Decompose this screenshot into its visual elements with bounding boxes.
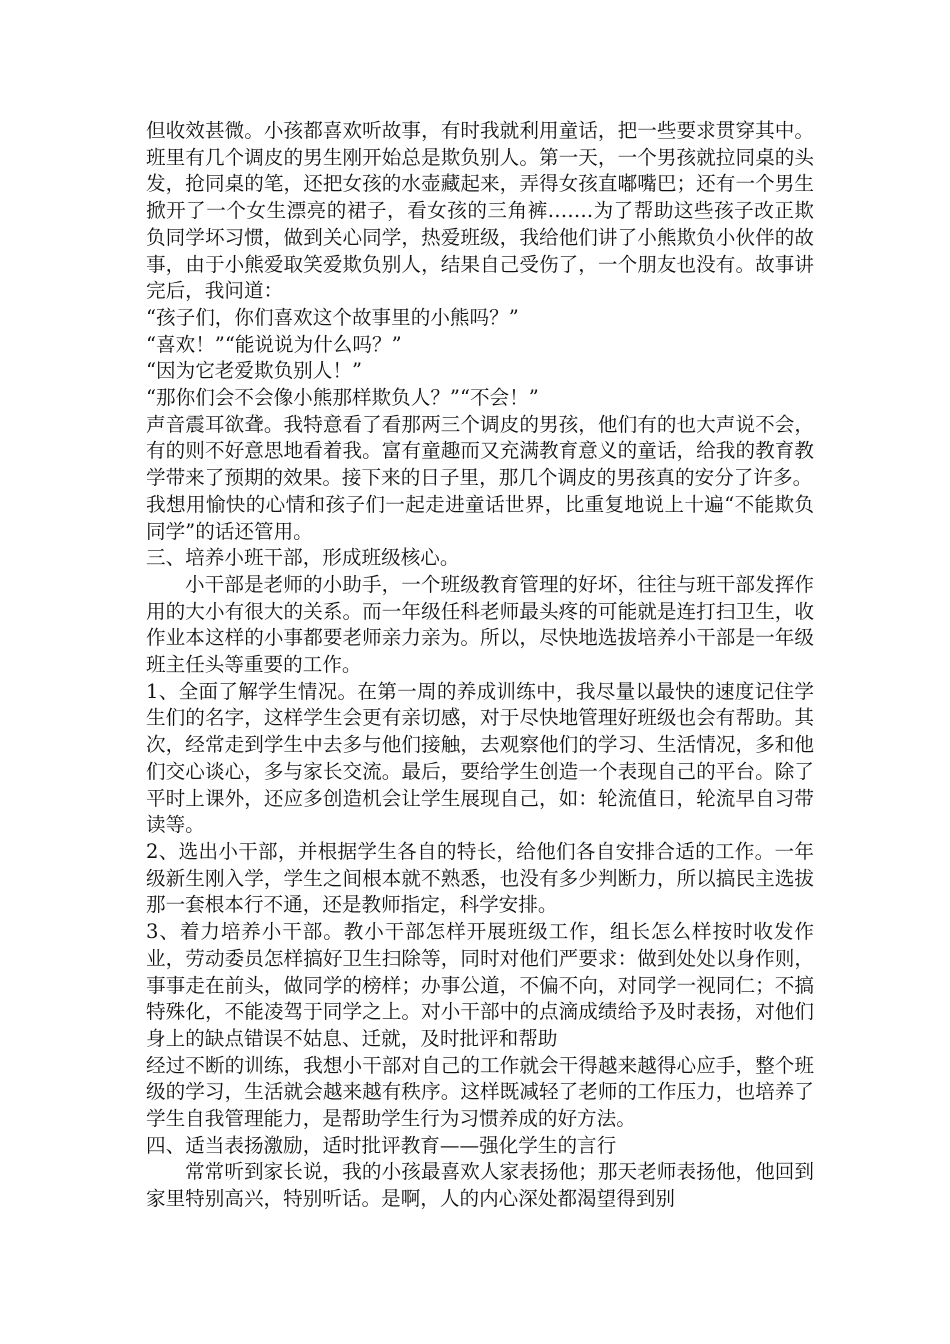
list-item-1: 1、全面了解学生情况。在第一周的养成训练中，我尽量以最快的速度记住学生们的名字，这样学生会更有亲切感，对于尽快地管理好班级也会有帮助。其次，经常走到学生中去多与他们接触，去观察他们的学习、生活情况，多和他们交心谈心，多与家长交流。最后，要给学生创造一个表现自己的平台。除了平时上课外，还应多创造机会让学生展现自己，如：轮流值日，轮流早自习带读等。 xyxy=(146,679,814,837)
dialogue-line: “那你们会不会像小熊那样欺负人？”“不会！” xyxy=(146,386,539,410)
paragraph-story-intro: 但收效甚微。小孩都喜欢听故事，有时我就利用童话，把一些要求贯穿其中。班里有几个调皮的男生刚开始总是欺负别人。第一天，一个男孩就拉同桌的头发，抢同桌的笔，还把女孩的水壶藏起来，弄得女孩直嘟嘴巴；还有一个男生掀开了一个女生漂亮的裙子，看女孩的三角裤…….为了帮助这些孩子改正欺负同学坏习惯，做到关心同学，热爱班级，我给他们讲了小熊欺负小伙伴的故事，由于小熊爱取笑爱欺负别人，结果自己受伤了，一个朋友也没有。故事讲完后，我问道： xyxy=(146,119,814,303)
paragraph-story-result: 声音震耳欲聋。我特意看了看那两三个调皮的男孩，他们有的也大声说不会，有的则不好意思地看着我。富有童趣而又充满教育意义的童话，给我的教育教学带来了预期的效果。接下来的日子里，那几个调皮的男孩真的安分了许多。 xyxy=(146,412,814,490)
dialogue-line: “喜欢！”“能说说为什么吗？” xyxy=(146,332,402,356)
list-item-2: 2、选出小干部，并根据学生各自的特长，给他们各自安排合适的工作。一年级新生刚入学，学生之间根本就不熟悉，也没有多少判断力，所以搞民主选拔那一套根本行不通，还是教师指定，科学安排。 xyxy=(146,839,814,917)
paragraph-praise-intro: 常常听到家长说，我的小孩最喜欢人家表扬他；那天老师表扬他，他回到家里特别高兴，特别听话。是啊，人的内心深处都渴望得到别 xyxy=(146,1160,814,1211)
section-heading-4: 四、适当表扬激励，适时批评教育——强化学生的言行 xyxy=(146,1133,617,1157)
dialogue-line: “因为它老爱欺负别人！” xyxy=(146,359,362,383)
paragraph-story-conclusion: 我想用愉快的心情和孩子们一起走进童话世界，比重复地说上十遍“不能欺负同学”的话还管用。 xyxy=(146,492,814,543)
paragraph-cadres-conclusion: 经过不断的训练，我想小干部对自己的工作就会干得越来越得心应手，整个班级的学习，生活就会越来越有秩序。这样既减轻了老师的工作压力，也培养了学生自我管理能力，是帮助学生行为习惯养成的好方法。 xyxy=(146,1053,814,1131)
dialogue-line: “孩子们，你们喜欢这个故事里的小熊吗？” xyxy=(146,305,519,329)
paragraph-cadres-intro: 小干部是老师的小助手，一个班级教育管理的好坏，往往与班干部发挥作用的大小有很大的关系。而一年级任科老师最头疼的可能就是连打扫卫生，收作业本这样的小事都要老师亲力亲为。所以，尽快地选拔培养小干部是一年级班主任头等重要的工作。 xyxy=(146,572,814,677)
list-item-3: 3、着力培养小干部。教小干部怎样开展班级工作，组长怎么样按时收发作业，劳动委员怎样搞好卫生扫除等，同时对他们严要求：做到处处以身作则，事事走在前头，做同学的榜样；办事公道，不偏不向，对同学一视同仁；不搞特殊化，不能凌驾于同学之上。对小干部中的点滴成绩给予及时表扬，对他们身上的缺点错误不姑息、迁就，及时批评和帮助 xyxy=(146,920,814,1050)
body-text xyxy=(146,118,814,1213)
section-heading-3: 三、培养小班干部，形成班级核心。 xyxy=(146,546,460,570)
